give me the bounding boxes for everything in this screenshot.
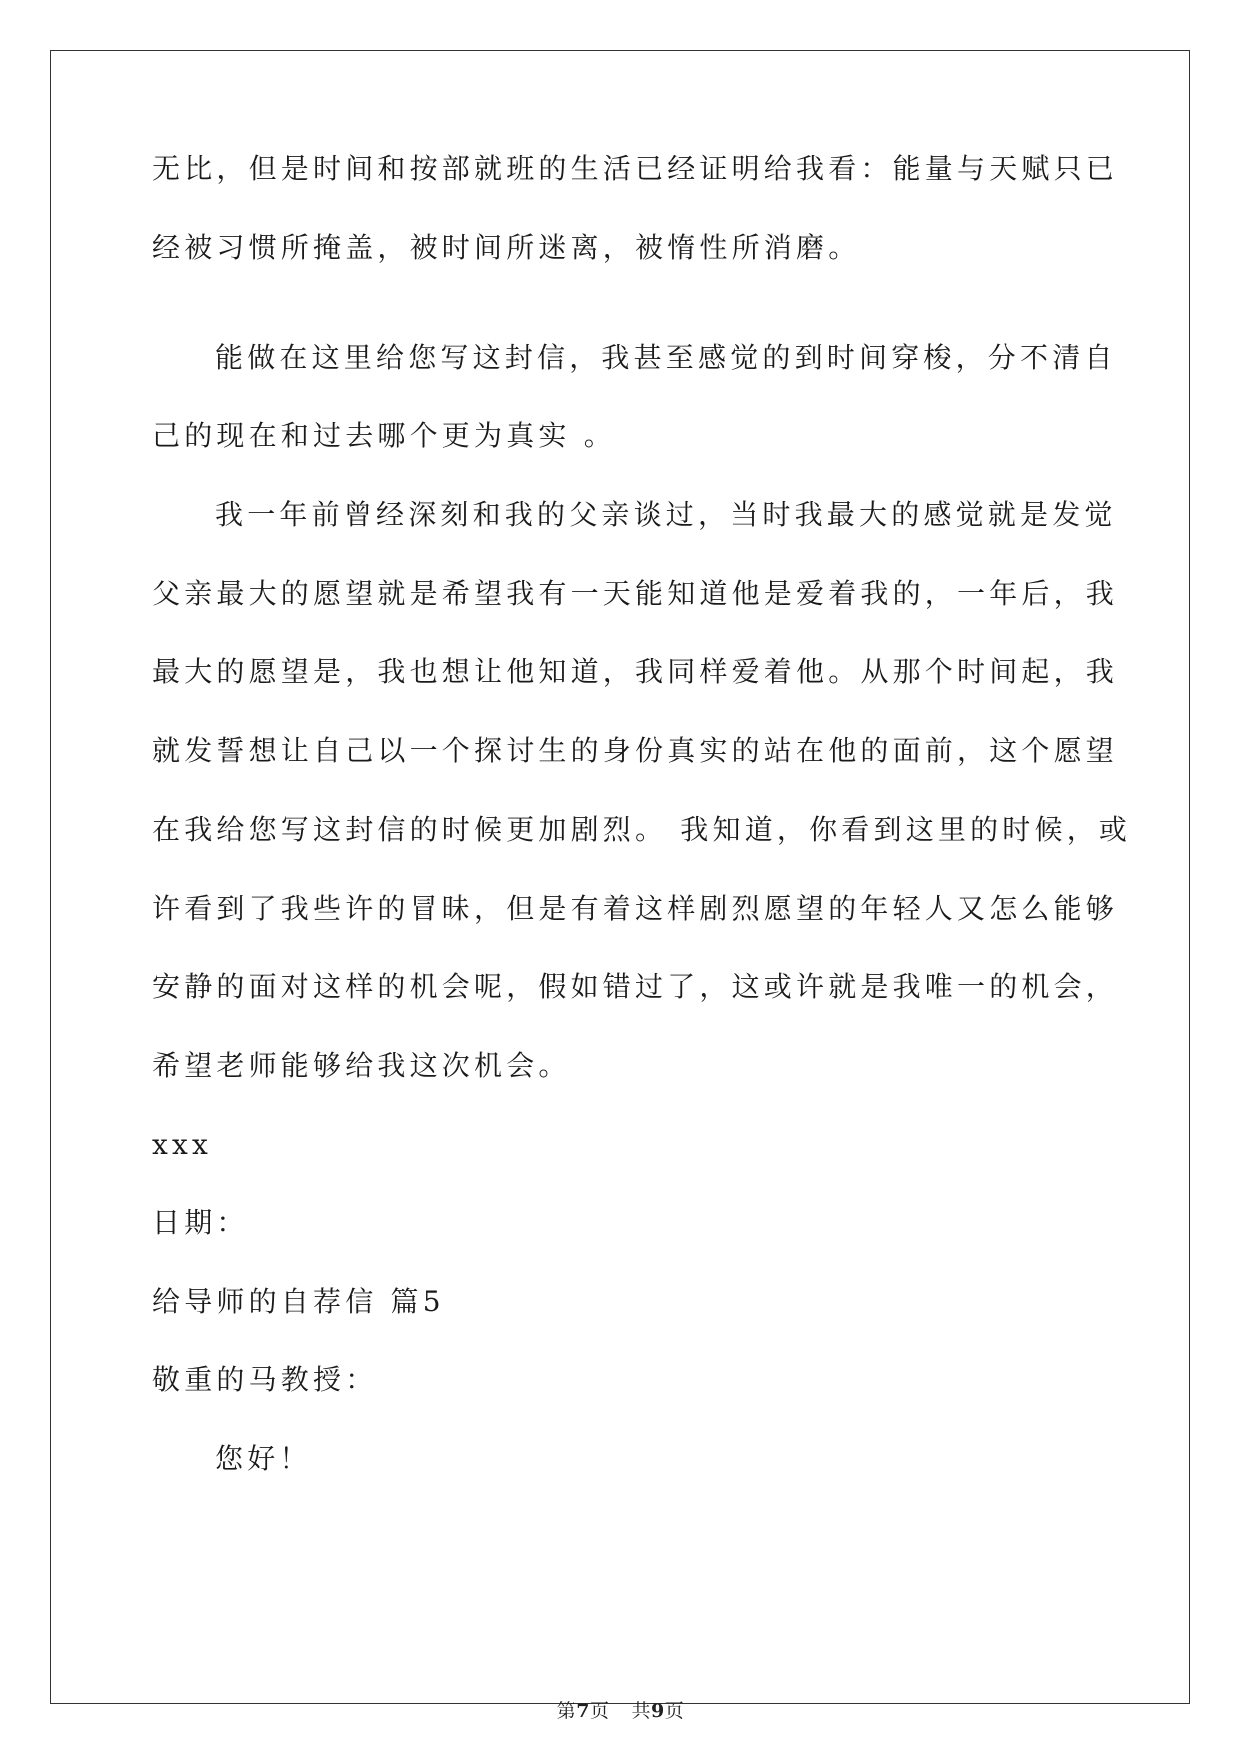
paragraph-line: 在我给您写这封信的时候更加剧烈。 我知道，你看到这里的时候，或 [152, 813, 1132, 846]
page-total: 9 [651, 1700, 665, 1722]
page-current: 7 [576, 1700, 590, 1722]
page-footer [0, 1696, 1241, 1723]
date-label: 日期： [152, 1206, 249, 1239]
paragraph-line: 希望老师能够给我这次机会。 [152, 1049, 571, 1082]
paragraph-line: 安静的面对这样的机会呢，假如错过了，这或许就是我唯一的机会， [152, 970, 1119, 1003]
paragraph-line: 最大的愿望是，我也想让他知道，我同样爱着他。从那个时间起，我 [152, 655, 1119, 688]
section-heading: 给导师的自荐信 篇5 [152, 1285, 445, 1318]
paragraph-line: 能做在这里给您写这封信，我甚至感觉的到时间穿梭，分不清自 [215, 341, 1117, 374]
paragraph-line: 经被习惯所掩盖，被时间所迷离，被惰性所消磨。 [152, 231, 861, 264]
page-prefix: 第 [556, 1700, 577, 1722]
paragraph-line: 就发誓想让自己以一个探讨生的身份真实的站在他的面前，这个愿望 [152, 734, 1119, 767]
total-prefix: 共 [631, 1700, 652, 1722]
paragraph-line: 我一年前曾经深刻和我的父亲谈过，当时我最大的感觉就是发觉 [215, 498, 1117, 531]
salutation: 敬重的马教授： [152, 1363, 378, 1396]
paragraph-line: 己的现在和过去哪个更为真实 。 [152, 419, 616, 452]
paragraph-line: 父亲最大的愿望就是希望我有一天能知道他是爱着我的，一年后，我 [152, 577, 1119, 610]
total-suffix: 页 [664, 1700, 685, 1722]
page-suffix: 页 [589, 1700, 610, 1722]
greeting: 您好！ [215, 1442, 312, 1475]
paragraph-line: 许看到了我些许的冒昧，但是有着这样剧烈愿望的年轻人又怎么能够 [152, 892, 1119, 925]
paragraph-line: 无比，但是时间和按部就班的生活已经证明给我看：能量与天赋只已 [152, 152, 1119, 185]
signature-name: xxx [152, 1128, 212, 1161]
